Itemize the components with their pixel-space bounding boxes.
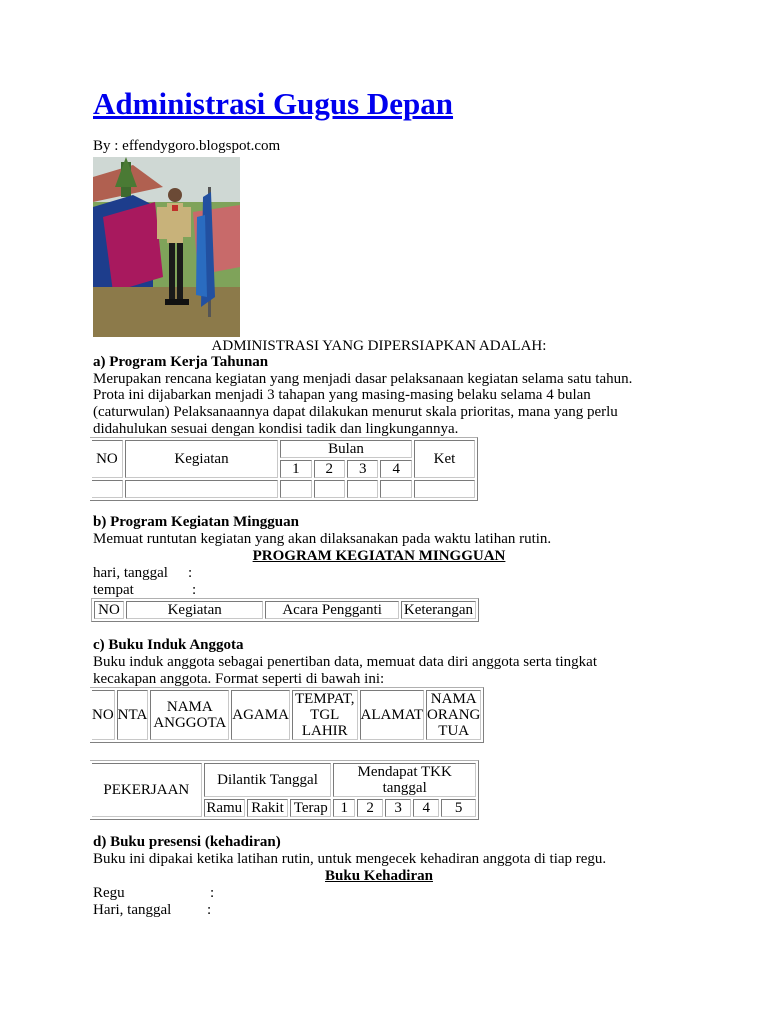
table-cell	[414, 480, 475, 498]
column-agama: AGAMA	[231, 690, 290, 740]
page-title-link[interactable]: Administrasi Gugus Depan	[93, 86, 454, 121]
column-tkk-number: 2	[357, 799, 383, 817]
section-a-line: (caturwulan) Pelaksanaannya dapat dilakukan menurut skala prioritas, mana yang perlu	[93, 404, 618, 420]
section-a-line: Prota ini dijabarkan menjadi 3 tahapan yang masing-masing belaku selama 4 bulan	[93, 387, 591, 403]
section-c-heading: c) Buku Induk Anggota	[93, 637, 244, 653]
column-nta: NTA	[117, 690, 149, 740]
column-rakit: Rakit	[247, 799, 288, 817]
section-b-line: Memuat runtutan kegiatan yang akan dilaksanakan pada waktu latihan rutin.	[93, 531, 552, 547]
column-month: 3	[347, 460, 378, 478]
column-nama-orang-tua: NAMA ORANG TUA	[427, 691, 481, 739]
table-row	[92, 480, 475, 498]
column-ramu: Ramu	[204, 799, 245, 817]
table-cell	[280, 480, 311, 498]
column-dilantik-tanggal: Dilantik Tanggal	[204, 763, 332, 797]
column-bulan: Bulan	[280, 440, 412, 458]
column-no: NO	[94, 601, 124, 619]
column-alamat: ALAMAT	[360, 690, 425, 740]
column-no: NO	[92, 690, 115, 740]
field-colon: :	[188, 565, 193, 581]
section-a-heading: a) Program Kerja Tahunan	[93, 354, 269, 370]
column-tkk-number: 4	[413, 799, 439, 817]
column-terap: Terap	[290, 799, 331, 817]
table-cell	[347, 480, 378, 498]
column-month: 2	[314, 460, 345, 478]
section-b-subtitle: PROGRAM KEGIATAN MINGGUAN	[252, 548, 506, 564]
member-register-table	[90, 687, 484, 743]
column-kegiatan: Kegiatan	[126, 601, 263, 619]
column-pekerjaan: PEKERJAAN	[92, 763, 202, 817]
section-b-heading: b) Program Kegiatan Mingguan	[93, 514, 299, 530]
field-label-date: Hari, tanggal	[93, 902, 172, 918]
section-a-line: didahulukan sesuai dengan kondisi tadik dan lingkungannya.	[93, 421, 459, 437]
intro-heading: ADMINISTRASI YANG DIPERSIAPKAN ADALAH:	[211, 338, 547, 354]
column-tkk-number: 3	[385, 799, 411, 817]
column-tempat-tgl-lahir: TEMPAT, TGL LAHIR	[292, 690, 358, 740]
weekly-program-table	[91, 598, 479, 622]
section-c-line: kecakapan anggota. Format seperti di bawah ini:	[93, 671, 385, 687]
section-d-heading: d) Buku presensi (kehadiran)	[93, 834, 281, 850]
annual-program-table	[90, 437, 478, 501]
column-mendapat-tkk: Mendapat TKK tanggal	[333, 763, 476, 797]
column-kegiatan: Kegiatan	[125, 440, 278, 478]
column-month: 4	[380, 460, 411, 478]
section-d-line: Buku ini dipakai ketika latihan rutin, untuk mengecek kehadiran anggota di tiap regu.	[93, 851, 607, 867]
scout-photo-with-flags	[93, 157, 240, 337]
field-colon: :	[210, 885, 215, 901]
member-progress-table	[90, 760, 479, 820]
field-colon: :	[192, 582, 197, 598]
column-nama-anggota: NAMA ANGGOTA	[150, 690, 229, 740]
column-month: 1	[280, 460, 311, 478]
table-cell	[380, 480, 411, 498]
table-cell	[92, 480, 123, 498]
byline: By : effendygoro.blogspot.com	[93, 138, 281, 154]
table-cell	[314, 480, 345, 498]
field-label-place: tempat	[93, 582, 134, 598]
column-keterangan: Keterangan	[401, 601, 476, 619]
field-label-regu: Regu	[93, 885, 125, 901]
section-d-subtitle: Buku Kehadiran	[325, 868, 433, 884]
column-tkk-number: 1	[333, 799, 355, 817]
table-cell	[125, 480, 278, 498]
column-ket: Ket	[414, 440, 475, 478]
field-colon: :	[207, 902, 212, 918]
column-no: NO	[92, 440, 123, 478]
section-a-line: Merupakan rencana kegiatan yang menjadi dasar pelaksanaan kegiatan selama satu tahun.	[93, 371, 633, 387]
column-acara-pengganti: Acara Pengganti	[265, 601, 399, 619]
column-tkk-number: 5	[441, 799, 476, 817]
section-c-line: Buku induk anggota sebagai penertiban data, memuat data diri anggota serta tingkat	[93, 654, 598, 670]
field-label-date: hari, tanggal	[93, 565, 168, 581]
